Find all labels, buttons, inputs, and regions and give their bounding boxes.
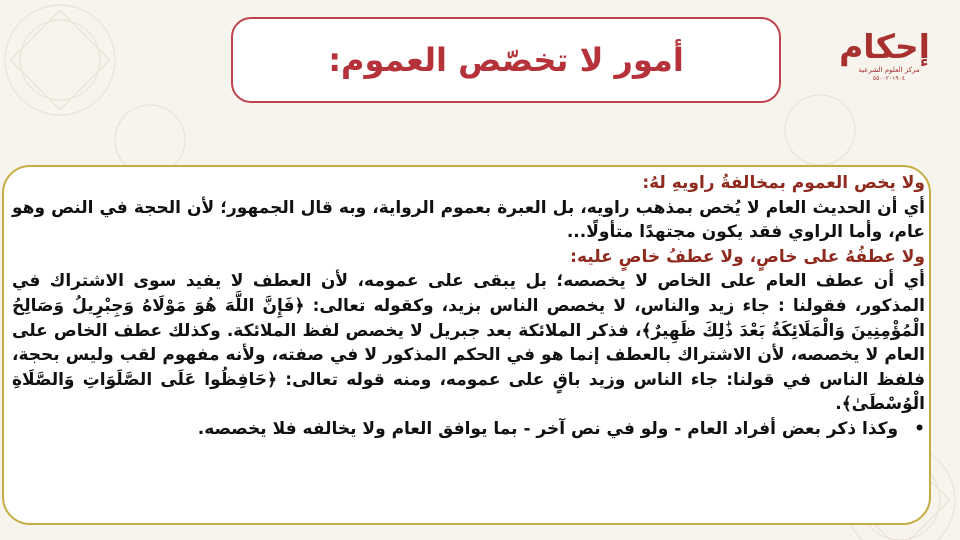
heading-2: ولا عطفُهُ على خاصٍ، ولا عطفُ خاصٍ عليه:	[570, 246, 925, 267]
paragraph-1: أي أن الحديث العام لا يُخص بمذهب راويه، بل العبرة بعموم الرواية، وبه قال الجمهور؛ لأن الحجة في النص وهو عام، وأما الراوي فقد يكون مجتهدًا متأولًا...	[12, 197, 925, 243]
logo-number: ٥٥٠٠٢٠١٩٠٤	[872, 75, 906, 82]
heading-1: ولا يخص العموم بمخالفةُ راويهِ لهُ:	[642, 173, 925, 193]
content-text	[12, 171, 925, 442]
logo-name: إحكام	[839, 27, 930, 66]
logo-subtitle: مركز العلوم الشرعية	[858, 66, 920, 74]
bullet-text: وكذا ذكر بعض أفراد العام - ولو في نص آخر - بما يوافق العام ولا يخالفه فلا يخصصه.	[197, 418, 899, 439]
bullet-icon: •	[914, 418, 925, 439]
title-box	[231, 17, 781, 103]
bullet-item	[12, 417, 925, 442]
content-box	[2, 165, 931, 525]
logo	[839, 27, 930, 98]
paragraph-2: أي أن عطف العام على الخاص لا يخصصه؛ بل يبقى على عمومه، لأن العطف لا يفيد سوى الاشتراك في المذكور، فقولنا : جاء زيد والناس، لا يخصص الناس بزيد، وكقوله تعالى: ﴿فَإِنَّ اللَّهَ هُوَ مَوْلَاهُ وَجِبْرِيلُ وَصَالِحُ الْمُؤْمِنِينَ وَالْمَلَائِكَةُ بَعْدَ ذَٰلِكَ ظَهِيرٌ﴾، فذكر الملائكة بعد جبريل لا يخصص لفظ الملائكة. وكذلك عطف الخاص على العام لا يخصصه، لأن الاشتراك بالعطف إنما هو في الحكم المذكور لا في صفته، ولأنه مفهوم لقب وليس بحجة، فلفظ الناس في قولنا: جاء الناس وزيد باقٍ على عمومه، ومنه قوله تعالى: ﴿حَافِظُوا عَلَى الصَّلَوَاتِ وَالصَّلَاةِ الْوُسْطَىٰ﴾.	[12, 271, 925, 415]
page-title: أمور لا تخصّص العموم:	[328, 41, 684, 79]
